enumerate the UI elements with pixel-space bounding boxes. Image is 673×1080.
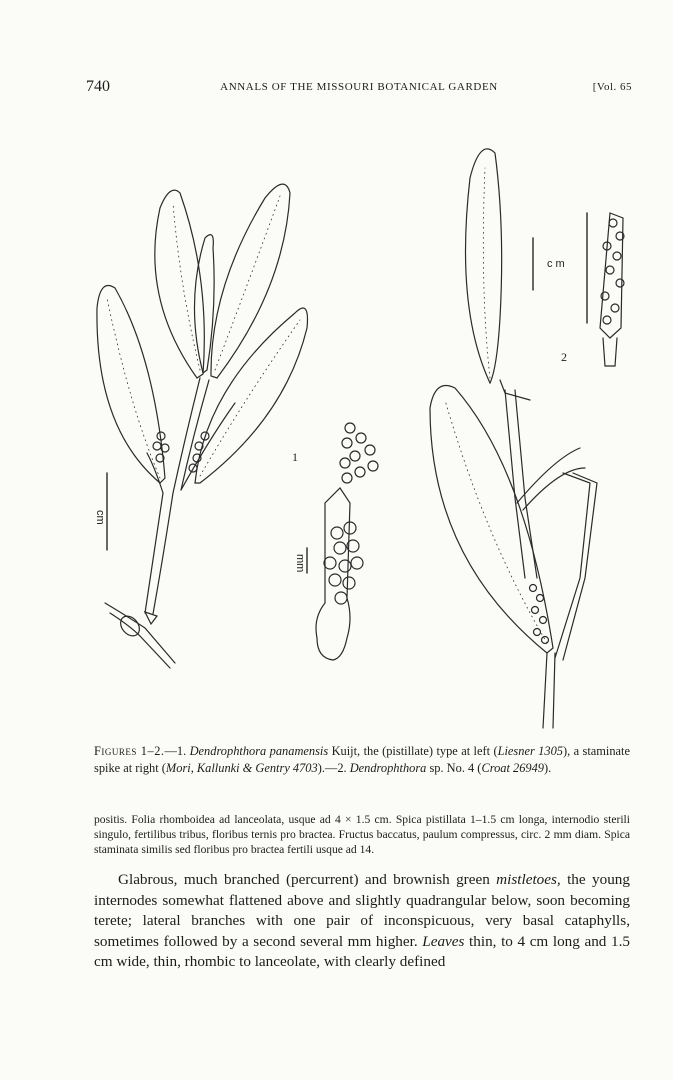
page-number: 740 — [86, 78, 110, 95]
body-text — [94, 870, 630, 973]
latin-description: positis. Folia rhomboidea ad lanceolata, usque ad 4 × 1.5 cm. Spica pistillata 1–1.5 cm longa, internodio sterili singulo, fertilibus tribus, floribus ternis pro bractea. Fructus baccatus, paulum compressus, circ. 2 mm diam. Spica staminata similis sed floribus pro bractea fertili usque ad 14. — [94, 813, 630, 856]
collector-ref: Mori, Kallunki & Gentry 4703 — [165, 760, 318, 775]
term-leaves: Leaves — [422, 932, 465, 950]
staminate-spike-2 — [600, 213, 624, 366]
volume-label: [Vol. 65 — [592, 81, 632, 93]
leaf — [155, 190, 205, 378]
scale-label-cm-2: c m — [547, 258, 565, 270]
figure-label-2: 2 — [561, 350, 567, 364]
species-name: Dendrophthora panamensis — [189, 744, 329, 758]
staminate-spike-1 — [307, 423, 378, 660]
spike-cluster — [530, 585, 549, 644]
body-span: the young internodes somewhat flattened above and slightly quadrangular below, soon becoming terete; lateral branches with one pair of inconspicuous, very basal cataphylls, sometimes followed by a second several mm higher. — [94, 871, 630, 950]
caption-text: ).—2. — [317, 760, 350, 775]
body-span: Glabrous, much branched (percurrent) and brownish green — [118, 871, 497, 888]
page-header — [86, 78, 632, 98]
caption-lead: Figures 1–2. — [94, 744, 165, 758]
caption-text: ), a staminate spike at right ( — [94, 744, 630, 775]
caption-text: ). — [543, 760, 552, 775]
paragraph — [94, 870, 630, 973]
figure-caption — [94, 743, 630, 776]
leaf — [211, 184, 290, 378]
plant-illustration-2 — [430, 149, 597, 728]
species-name: Dendrophthora — [349, 760, 427, 775]
scale-label-mm: mm — [294, 554, 306, 573]
collector-ref: Croat 26949 — [481, 760, 544, 775]
leaf — [97, 286, 165, 484]
scale-label-cm: cm — [94, 510, 106, 525]
figure-label-1: 1 — [292, 450, 298, 464]
body-span: thin, to 4 cm long and 1.5 cm wide, thin, rhombic to lanceolate, with clearly defined — [94, 932, 630, 970]
leaf — [466, 149, 502, 383]
caption-text: Kuijt, the (pistillate) type at left ( — [328, 744, 498, 758]
caption-text: —1. — [164, 744, 190, 758]
collector-ref: Liesner 1305 — [497, 744, 563, 758]
term-mistletoes: mistletoes, — [496, 871, 561, 888]
running-title: ANNALS OF THE MISSOURI BOTANICAL GARDEN — [220, 81, 498, 93]
plant-illustration-1 — [97, 184, 308, 668]
caption-text: sp. No. 4 ( — [426, 760, 482, 775]
botanical-figure — [85, 138, 635, 733]
